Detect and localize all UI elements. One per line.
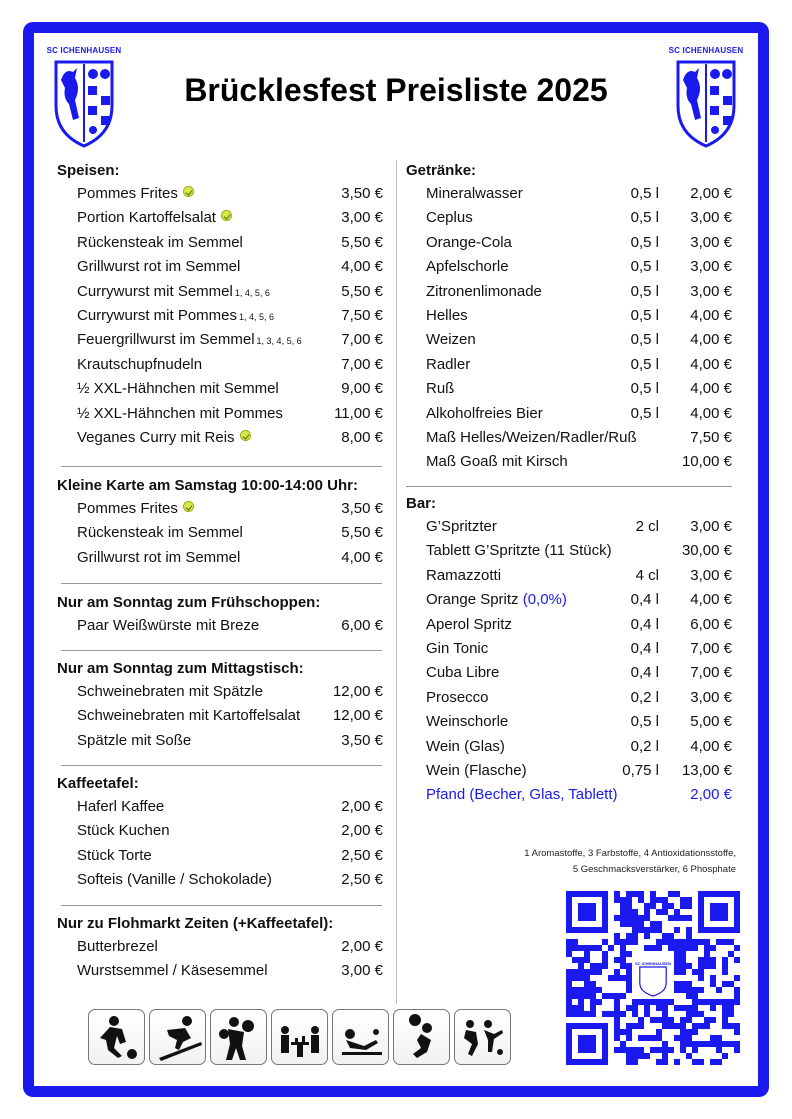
menu-item-row [406, 564, 732, 588]
item-volume: 0,5 l [630, 258, 659, 276]
item-price: 3,50 € [341, 185, 383, 202]
divider [61, 765, 382, 766]
menu-item-row [406, 328, 732, 352]
item-price: 7,00 € [341, 331, 383, 349]
menu-item-row [406, 450, 732, 474]
item-price: 2,00 € [341, 822, 383, 840]
menu-item-row [57, 255, 383, 279]
item-price: 3,00 € [341, 962, 383, 980]
item-volume: 0,5 l [630, 282, 659, 300]
item-name: Pfand (Becher, Glas, Tablett) [426, 786, 618, 804]
section-kleine-karte [57, 475, 383, 570]
menu-item-row [57, 206, 383, 230]
item-price: 4,00 € [690, 404, 732, 422]
item-name: Currywurst mit Pommes 1, 4, 5, 6 [77, 306, 275, 324]
menu-item-row [406, 231, 732, 255]
item-name: Radler [426, 355, 471, 373]
item-name: Wurstsemmel / Käsesemmel [77, 962, 268, 980]
section-heading: Nur am Sonntag zum Frühschoppen: [57, 594, 321, 611]
menu-item-row [406, 710, 732, 734]
item-volume: 0,4 l [630, 664, 659, 682]
item-price: 2,00 € [341, 798, 383, 815]
item-name: Spätzle mit Soße [77, 731, 192, 749]
additive-note: 1, 3, 4, 5, 6 [256, 336, 302, 347]
section-bar [406, 493, 732, 808]
item-name: Currywurst mit Semmel 1, 4, 5, 6 [77, 282, 270, 300]
skiing-icon [149, 1009, 206, 1065]
item-volume: 0,2 l [630, 688, 659, 706]
item-name: Mineralwasser [426, 185, 523, 202]
menu-item-row [57, 328, 383, 352]
vegan-icon [183, 186, 194, 197]
item-price: 5,50 € [341, 282, 383, 300]
item-name: Rückensteak im Semmel [77, 233, 243, 251]
item-name: Maß Helles/Weizen/Radler/Ruß [426, 428, 637, 446]
menu-item-row [57, 377, 383, 401]
footnote-line: 1 Aromastoffe, 3 Farbstoffe, 4 Antioxidationsstoffe, [524, 848, 736, 859]
alcohol-free-note: (0,0%) [518, 591, 567, 609]
menu-item-row [57, 729, 383, 753]
item-name: Portion Kartoffelsalat [77, 206, 232, 230]
section-heading: Kleine Karte am Samstag 10:00-14:00 Uhr: [57, 477, 358, 494]
qr-code-icon[interactable] [565, 888, 741, 1068]
section-getraenke [406, 160, 732, 475]
item-price: 9,00 € [341, 380, 383, 398]
item-name: Weizen [426, 331, 476, 349]
item-volume: 0,4 l [630, 591, 659, 609]
item-price: 3,00 € [690, 209, 732, 227]
menu-item-row [406, 255, 732, 279]
menu-item-row [406, 539, 732, 563]
section-mittagstisch [57, 658, 383, 753]
item-price: 4,00 € [690, 591, 732, 609]
item-price: 12,00 € [332, 707, 383, 725]
item-price: 6,00 € [690, 615, 732, 633]
club-name: SC ICHENHAUSEN [668, 46, 744, 55]
menu-item-row [57, 304, 383, 328]
item-volume: 0,4 l [630, 615, 659, 633]
menu-item-row [406, 353, 732, 377]
item-name: Cuba Libre [426, 664, 500, 682]
menu-item-row [406, 402, 732, 426]
section-heading: Getränke: [406, 162, 477, 179]
item-name: Orange Spritz (0,0%) [426, 591, 567, 609]
menu-item-row [406, 613, 732, 637]
menu-item-row [406, 304, 732, 328]
item-price: 4,00 € [341, 548, 383, 566]
item-price: 7,00 € [690, 639, 732, 657]
section-heading: Kaffeetafel: [57, 775, 139, 792]
menu-item-row [406, 759, 732, 783]
item-volume: 0,5 l [630, 306, 659, 324]
club-crest-left [46, 46, 122, 152]
section-speisen [57, 160, 383, 450]
item-price: 11,00 € [334, 404, 383, 422]
item-name: Rückensteak im Semmel [77, 524, 243, 542]
column-divider [396, 160, 397, 1004]
menu-item-row [57, 844, 383, 868]
section-heading: Nur zu Flohmarkt Zeiten (+Kaffeetafel): [57, 915, 334, 932]
item-price: 12,00 € [332, 683, 383, 700]
item-name: Ceplus [426, 209, 473, 227]
footnote-line: 5 Geschmacksverstärker, 6 Phosphate [572, 864, 736, 875]
item-volume: 0,5 l [630, 355, 659, 373]
chess-icon [271, 1009, 328, 1065]
item-volume: 0,2 l [630, 737, 659, 755]
item-volume: 0,4 l [630, 639, 659, 657]
item-price: 3,00 € [690, 233, 732, 251]
item-name: Weinschorle [426, 713, 509, 731]
item-price: 5,50 € [341, 524, 383, 542]
additives-footnote [440, 846, 736, 878]
additive-note: 1, 4, 5, 6 [239, 311, 275, 322]
item-price: 3,00 € [341, 209, 383, 227]
section-heading: Bar: [406, 495, 437, 512]
menu-item-row [57, 353, 383, 377]
menu-item-row [406, 182, 732, 206]
crest-shield-icon [675, 58, 737, 148]
item-price: 3,50 € [341, 731, 383, 749]
section-fruehschoppen [57, 592, 383, 638]
item-volume: 0,5 l [630, 185, 659, 202]
section-heading: Nur am Sonntag zum Mittagstisch: [57, 660, 304, 677]
item-name: Gin Tonic [426, 639, 489, 657]
item-price: 2,00 € [690, 185, 732, 202]
item-volume: 0,75 l [622, 761, 659, 779]
item-name: Veganes Curry mit Reis [77, 426, 251, 450]
divider [61, 583, 382, 584]
item-volume: 2 cl [635, 518, 659, 535]
menu-item-row [406, 588, 732, 612]
divider [61, 466, 382, 467]
item-name: Helles [426, 306, 468, 324]
item-price: 4,00 € [690, 355, 732, 373]
item-price: 8,00 € [341, 428, 383, 446]
item-name: G’Spritzter [426, 518, 497, 535]
item-name: ½ XXL-Hähnchen mit Pommes [77, 404, 283, 422]
item-volume: 0,5 l [630, 209, 659, 227]
item-price: 7,50 € [341, 306, 383, 324]
menu-item-row [406, 280, 732, 304]
item-name: Butterbrezel [77, 938, 158, 955]
item-name: Krautschupfnudeln [77, 355, 203, 373]
item-volume: 0,5 l [630, 713, 659, 731]
svg-text:SC ICHENHAUSEN: SC ICHENHAUSEN [634, 961, 672, 966]
item-name: Wein (Glas) [426, 737, 505, 755]
item-price: 7,50 € [690, 428, 732, 446]
item-price: 13,00 € [681, 761, 732, 779]
sport-icons-row [88, 1009, 511, 1065]
item-price: 3,00 € [690, 282, 732, 300]
menu-item-row [57, 868, 383, 892]
item-name: Aperol Spritz [426, 615, 512, 633]
item-price: 2,50 € [341, 846, 383, 864]
menu-item-row [57, 426, 383, 450]
item-name: Schweinebraten mit Kartoffelsalat [77, 707, 301, 725]
menu-item-row [57, 680, 383, 704]
item-price: 6,00 € [341, 617, 383, 634]
item-name: ½ XXL-Hähnchen mit Semmel [77, 380, 279, 398]
menu-item-row [57, 935, 383, 959]
item-name: Stück Torte [77, 846, 152, 864]
item-name: Grillwurst rot im Semmel [77, 548, 241, 566]
club-name: SC ICHENHAUSEN [46, 46, 122, 55]
item-name: Tablett G’Spritzte (11 Stück) [426, 542, 612, 560]
menu-item-row [406, 206, 732, 230]
item-name: Apfelschorle [426, 258, 509, 276]
item-price: 3,00 € [690, 688, 732, 706]
item-name: Grillwurst rot im Semmel [77, 258, 241, 276]
item-price: 30,00 € [681, 542, 732, 560]
menu-item-row [57, 704, 383, 728]
item-price: 3,00 € [690, 566, 732, 584]
menu-item-row [57, 182, 383, 206]
menu-item-row [57, 819, 383, 843]
item-name: Paar Weißwürste mit Breze [77, 617, 260, 634]
item-volume: 4 cl [635, 566, 659, 584]
item-name: Pommes Frites [77, 182, 194, 206]
menu-item-row [57, 402, 383, 426]
menu-item-row [57, 959, 383, 983]
divider [406, 486, 732, 487]
item-price: 4,00 € [690, 737, 732, 755]
item-price: 3,00 € [690, 518, 732, 535]
menu-item-row [57, 546, 383, 570]
menu-item-row [406, 661, 732, 685]
table-tennis-icon [332, 1009, 389, 1065]
menu-item-row [57, 231, 383, 255]
item-volume: 0,5 l [630, 233, 659, 251]
menu-item-row [57, 497, 383, 521]
section-heading: Speisen: [57, 162, 120, 179]
additive-note: 1, 4, 5, 6 [234, 287, 270, 298]
item-price: 4,00 € [690, 306, 732, 324]
item-price: 4,00 € [341, 258, 383, 276]
item-name: Zitronenlimonade [426, 282, 542, 300]
item-name: Schweinebraten mit Spätzle [77, 683, 263, 700]
menu-item-row [406, 515, 732, 539]
volleyball-icon [393, 1009, 450, 1065]
item-name: Wein (Flasche) [426, 761, 527, 779]
item-price: 4,00 € [690, 380, 732, 398]
vegan-icon [240, 430, 251, 441]
vegan-icon [221, 210, 232, 221]
item-volume: 0,5 l [630, 404, 659, 422]
menu-item-row [406, 735, 732, 759]
divider [61, 650, 382, 651]
item-name: Ramazzotti [426, 566, 502, 584]
item-name: Softeis (Vanille / Schokolade) [77, 871, 272, 889]
item-price: 2,00 € [341, 938, 383, 955]
athletics-icon [454, 1009, 511, 1065]
item-price: 5,50 € [341, 233, 383, 251]
menu-item-row [57, 795, 383, 819]
item-price: 7,00 € [690, 664, 732, 682]
item-name: Pommes Frites [77, 497, 194, 521]
item-price: 4,00 € [690, 331, 732, 349]
item-name: Maß Goaß mit Kirsch [426, 453, 568, 471]
menu-item-row [406, 426, 732, 450]
menu-item-row [406, 783, 732, 807]
club-crest-right [668, 46, 744, 152]
crest-shield-icon [53, 58, 115, 148]
item-price: 2,50 € [341, 871, 383, 889]
menu-item-row [57, 280, 383, 304]
menu-item-row [57, 614, 383, 638]
item-name: Stück Kuchen [77, 822, 170, 840]
soccer-icon [88, 1009, 145, 1065]
item-name: Prosecco [426, 688, 489, 706]
item-price: 7,00 € [341, 355, 383, 373]
item-name: Haferl Kaffee [77, 798, 165, 815]
menu-item-row [57, 521, 383, 545]
item-name: Ruß [426, 380, 455, 398]
item-price: 10,00 € [681, 453, 732, 471]
item-volume: 0,5 l [630, 380, 659, 398]
item-price: 5,00 € [690, 713, 732, 731]
item-name: Feuergrillwurst im Semmel 1, 3, 4, 5, 6 [77, 331, 302, 349]
boxing-icon [210, 1009, 267, 1065]
item-name: Orange-Cola [426, 233, 512, 251]
section-flohmarkt [57, 913, 383, 984]
item-volume: 0,5 l [630, 331, 659, 349]
page-title: Brücklesfest Preisliste 2025 [184, 72, 608, 108]
vegan-icon [183, 501, 194, 512]
item-price: 2,00 € [690, 786, 732, 804]
divider [61, 905, 382, 906]
section-kaffeetafel [57, 773, 383, 893]
menu-item-row [406, 377, 732, 401]
item-name: Alkoholfreies Bier [426, 404, 543, 422]
item-price: 3,50 € [341, 500, 383, 517]
menu-item-row [406, 686, 732, 710]
menu-item-row [406, 637, 732, 661]
item-price: 3,00 € [690, 258, 732, 276]
